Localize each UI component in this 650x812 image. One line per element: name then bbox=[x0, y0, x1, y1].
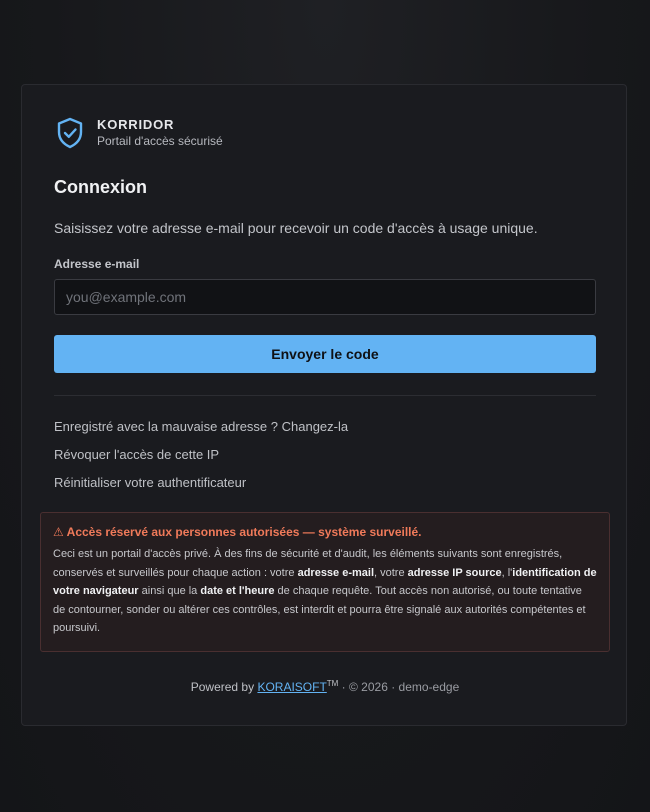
change-email-link[interactable]: Enregistré avec la mauvaise adresse ? Changez-la bbox=[54, 419, 349, 434]
page-title: Connexion bbox=[54, 177, 147, 197]
warning-body bbox=[53, 545, 597, 638]
warning-title: ⚠ Accès réservé aux personnes autorisées — système surveillé. bbox=[53, 525, 422, 539]
shield-check-icon bbox=[56, 117, 84, 149]
footer bbox=[22, 679, 628, 694]
intro-text: Saisissez votre adresse e-mail pour recevoir un code d'accès à usage unique. bbox=[54, 220, 538, 236]
warning-text: , l' bbox=[501, 566, 513, 579]
email-field[interactable] bbox=[54, 279, 596, 315]
brand-name: KORRIDOR bbox=[97, 117, 175, 132]
vendor-link[interactable]: KORAISOFT bbox=[257, 680, 327, 694]
divider bbox=[54, 395, 596, 396]
email-label: Adresse e-mail bbox=[54, 257, 140, 271]
warning-text: Ceci est un portail d'accès privé. À des fins de sécurité et d'audit, les éléments suivants sont enregistrés, conservés et surveillés pour chaque action : votre bbox=[53, 548, 563, 579]
copyright-text: · © 2026 · bbox=[338, 680, 399, 694]
reset-authenticator-link[interactable]: Réinitialiser votre authentificateur bbox=[54, 475, 247, 490]
powered-by-text: Powered by bbox=[190, 680, 258, 694]
warning-emphasis: date et l'heure bbox=[200, 585, 275, 597]
send-code-button[interactable]: Envoyer le code bbox=[54, 335, 596, 373]
trademark-mark: TM bbox=[326, 679, 339, 688]
warning-text: , votre bbox=[374, 566, 408, 579]
security-warning bbox=[40, 512, 610, 652]
brand-subtitle: Portail d'accès sécurisé bbox=[97, 134, 223, 148]
brand-header bbox=[56, 117, 223, 149]
warning-text: de chaque requête. Tout accès non autorisé, ou toute tentative de contourner, sonder ou altérer ces contrôles, est interdit et pourra être signalé aux autorités compétentes et poursuivi. bbox=[53, 585, 586, 634]
warning-emphasis: adresse IP source bbox=[407, 566, 502, 579]
help-links bbox=[54, 413, 348, 497]
login-card bbox=[21, 84, 627, 726]
environment-label: demo-edge bbox=[398, 680, 460, 694]
warning-emphasis: adresse e-mail bbox=[297, 566, 375, 579]
warning-text: ainsi que la bbox=[138, 585, 201, 597]
warning-emphasis: identification de votre navigateur bbox=[53, 566, 597, 597]
revoke-ip-link[interactable]: Révoquer l'accès de cette IP bbox=[54, 447, 220, 462]
